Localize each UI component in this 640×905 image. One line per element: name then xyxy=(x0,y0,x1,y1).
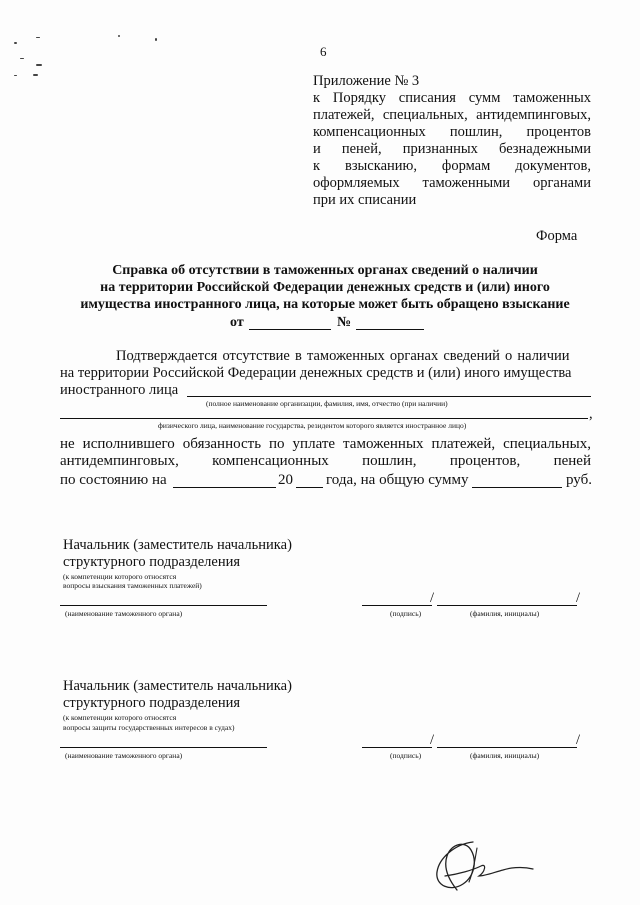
customs-authority-field[interactable] xyxy=(60,747,267,748)
foreign-person-name-field-continued[interactable] xyxy=(60,418,588,419)
state-prefix: по состоянию на xyxy=(60,472,167,488)
name-initials-field[interactable] xyxy=(437,605,577,606)
appendix-line: при их списании xyxy=(313,192,417,208)
scan-speck xyxy=(36,64,42,66)
signatory-note: (к компетенции которого относятся xyxy=(63,572,177,581)
document-heading xyxy=(60,262,590,313)
currency: руб. xyxy=(566,472,592,488)
page-number: 6 xyxy=(320,44,327,59)
scan-speck xyxy=(14,42,17,44)
slash: / xyxy=(430,732,435,748)
number-field[interactable] xyxy=(356,329,424,330)
field-caption: (наименование таможенного органа) xyxy=(65,751,183,760)
body-paragraph xyxy=(60,436,591,470)
number-prefix: № xyxy=(337,315,352,330)
field-caption: (подпись) xyxy=(390,609,422,618)
customs-authority-field[interactable] xyxy=(60,605,267,606)
body-line: Подтверждается отсутствие в таможенных органах сведений о наличии xyxy=(116,348,570,364)
appendix-line: платежей, специальных, антидемпинговых, xyxy=(313,107,591,123)
appendix-line: и пеней, признанных безнадежными xyxy=(313,141,591,157)
field-caption: (наименование таможенного органа) xyxy=(65,609,183,618)
signatory-note: вопросы защиты государственных интересов в судах) xyxy=(63,723,235,732)
slash: / xyxy=(576,732,581,748)
appendix-line: оформляемых таможенными органами xyxy=(313,175,591,191)
state-date-field[interactable] xyxy=(173,487,276,488)
field-caption: (фамилия, инициалы) xyxy=(470,609,540,618)
scan-speck xyxy=(36,37,40,38)
year-prefix: 20 xyxy=(278,472,293,488)
scan-speck xyxy=(118,35,120,37)
appendix-line: компенсационных пошлин, процентов xyxy=(313,124,591,140)
field-caption: физического лица, наименование государства, резидентом которого является иностранное лицо) xyxy=(158,421,467,430)
date-field[interactable] xyxy=(249,329,331,330)
body-line: на территории Российской Федерации денежных средств и (или) иного имущества xyxy=(60,365,572,381)
field-caption: (фамилия, инициалы) xyxy=(470,751,540,760)
comma: , xyxy=(589,406,593,422)
scan-speck xyxy=(33,74,38,76)
heading-line: имущества иностранного лица, на которые может быть обращено взыскание xyxy=(80,297,570,312)
appendix-line: к взысканию, формам документов, xyxy=(313,158,591,174)
year-suffix: года, на общую сумму xyxy=(326,472,469,488)
form-label: Форма xyxy=(536,228,578,244)
scan-speck xyxy=(14,75,17,76)
appendix-line: к Порядку списания сумм таможенных xyxy=(313,90,591,106)
heading-line: Справка об отсутствии в таможенных органах сведений о наличии xyxy=(112,263,538,278)
field-caption: (полное наименование организации, фамилия, имя, отчество (при наличии) xyxy=(206,399,448,408)
body-line: иностранного лица xyxy=(60,382,179,398)
signatory-title: Начальник (заместитель начальника) xyxy=(63,537,292,553)
slash: / xyxy=(430,590,435,606)
body-line: не исполнившего обязанность по уплате таможенных платежей, специальных, xyxy=(60,436,591,452)
scan-speck xyxy=(20,58,24,59)
heading-line: на территории Российской Федерации денежных средств и (или) иного xyxy=(100,280,550,295)
date-prefix: от xyxy=(230,315,244,330)
foreign-person-name-field[interactable] xyxy=(187,396,591,397)
appendix-title: Приложение № 3 xyxy=(313,73,420,89)
signature-field[interactable] xyxy=(362,747,432,748)
name-initials-field[interactable] xyxy=(437,747,577,748)
signature-field[interactable] xyxy=(362,605,432,606)
handwritten-signature xyxy=(425,836,540,898)
scan-speck xyxy=(155,38,157,41)
signatory-note: (к компетенции которого относятся xyxy=(63,713,177,722)
signatory-title: Начальник (заместитель начальника) xyxy=(63,678,292,694)
signatory-subtitle: структурного подразделения xyxy=(63,695,241,711)
amount-field[interactable] xyxy=(472,487,562,488)
signatory-note: вопросы взыскания таможенных платежей) xyxy=(63,581,202,590)
signatory-subtitle: структурного подразделения xyxy=(63,554,241,570)
body-line: антидемпинговых, компенсационных пошлин, процентов, пеней xyxy=(60,453,591,469)
year-field[interactable] xyxy=(296,487,323,488)
appendix-text xyxy=(313,90,591,209)
field-caption: (подпись) xyxy=(390,751,422,760)
slash: / xyxy=(576,590,581,606)
